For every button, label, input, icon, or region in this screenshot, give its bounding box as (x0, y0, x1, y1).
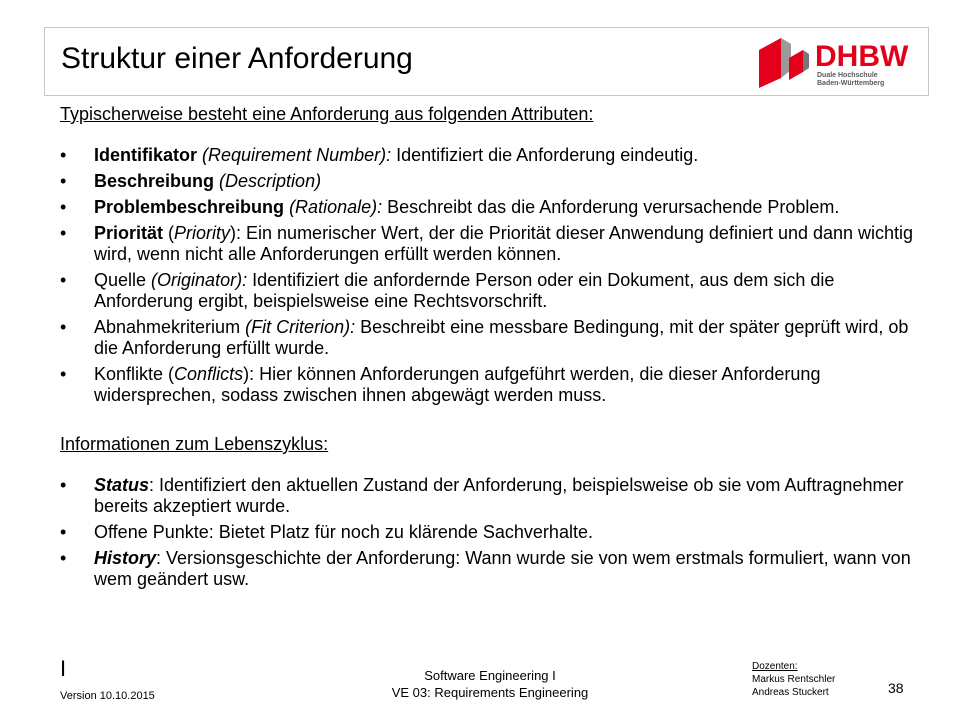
list-item: • Konflikte (Conflicts): Hier können Anforderungen aufgeführt werden, die dieser Anforderung widersprechen, sodass zwischen ihnen abgewägt werden muss. (60, 364, 920, 406)
dhbw-logo (751, 28, 923, 92)
logo-text: DHBW (815, 40, 909, 73)
list-item: • Offene Punkte: Bietet Platz für noch zu klärende Sachverhalte. (60, 522, 920, 543)
version-label: Version 10.10.2015 (60, 690, 155, 702)
list-item: • Beschreibung (Description) (60, 171, 920, 192)
course-title: Software Engineering I (424, 668, 556, 683)
logo-sub1: Duale Hochschule (817, 72, 878, 79)
attributes-heading: Typischerweise besteht eine Anforderung aus folgenden Attributen: (60, 104, 594, 124)
title-box (44, 27, 929, 96)
course-unit: VE 03: Requirements Engineering (391, 685, 589, 700)
lecturer-name: Andreas Stuckert (752, 687, 829, 698)
slide-content (60, 104, 920, 595)
lifecycle-heading: Informationen zum Lebenszyklus: (60, 434, 329, 454)
logo-sub2: Baden-Württemberg (817, 80, 885, 87)
lifecycle-list (60, 475, 920, 590)
attributes-list (60, 145, 920, 406)
list-item: • History: Versionsgeschichte der Anforderung: Wann wurde sie von wem erstmals formuliert, wann von wem geändert usw. (60, 548, 920, 590)
lecturers-label: Dozenten: (752, 661, 798, 672)
list-item: • Abnahmekriterium (Fit Criterion): Beschreibt eine messbare Bedingung, mit der später geprüft wird, ob die Anforderung erfüllt wurde. (60, 317, 920, 359)
lecturer-name: Markus Rentschler (752, 674, 836, 685)
page-number: 38 (888, 680, 904, 696)
list-item: • Problembeschreibung (Rationale): Beschreibt das die Anforderung verursachende Problem. (60, 197, 920, 218)
slide-title: Struktur einer Anforderung (61, 42, 413, 75)
list-item: • Quelle (Originator): Identifiziert die anfordernde Person oder ein Dokument, aus dem sich die Anforderung ergibt, beispielsweise eine Rechtsvorschrift. (60, 270, 920, 312)
list-item: • Priorität (Priority): Ein numerischer Wert, der die Priorität dieser Anwendung definiert und dann wichtig wird, wenn nicht alle Anforderungen erfüllt werden können. (60, 223, 920, 265)
list-item: • Status: Identifiziert den aktuellen Zustand der Anforderung, beispielsweise ob sie vom Auftragnehmer bereits akzeptiert wurde. (60, 475, 920, 517)
list-item: • Identifikator (Requirement Number): Identifiziert die Anforderung eindeutig. (60, 145, 920, 166)
footer-mark: I (60, 656, 67, 681)
course-info (370, 667, 610, 701)
lecturers (752, 660, 835, 699)
